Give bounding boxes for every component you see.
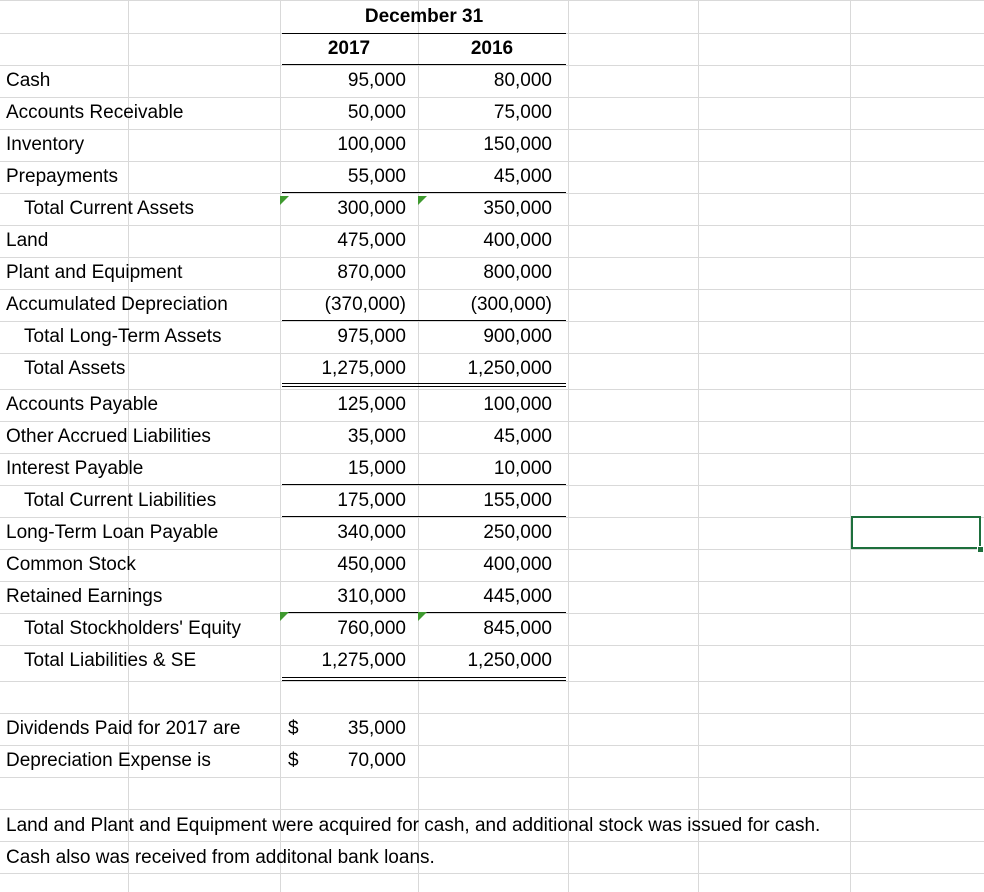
row-value-2016[interactable]: 155,000 xyxy=(483,490,552,511)
error-indicator-icon[interactable] xyxy=(418,612,427,621)
row-value-2016[interactable]: 80,000 xyxy=(493,70,552,91)
row-label[interactable]: Total Liabilities & SE xyxy=(24,650,197,671)
row-label[interactable]: Inventory xyxy=(6,134,85,155)
active-cell-selection[interactable] xyxy=(851,516,981,549)
row-label[interactable]: Other Accrued Liabilities xyxy=(6,426,211,447)
row-label[interactable]: Accumulated Depreciation xyxy=(6,294,228,315)
row-value-2017[interactable]: 450,000 xyxy=(337,554,406,575)
row-value-2017[interactable]: 1,275,000 xyxy=(321,358,406,379)
depreciation-currency: $ xyxy=(288,750,299,771)
row-label[interactable]: Total Current Assets xyxy=(24,198,195,219)
row-value-2017[interactable]: 15,000 xyxy=(347,458,406,479)
row-label[interactable]: Total Long-Term Assets xyxy=(24,326,222,347)
row-value-2016[interactable]: 150,000 xyxy=(483,134,552,155)
row-label[interactable]: Common Stock xyxy=(6,554,136,575)
row-value-2017[interactable]: 125,000 xyxy=(337,394,406,415)
row-value-2016[interactable]: 10,000 xyxy=(493,458,552,479)
row-label[interactable]: Land xyxy=(6,230,49,251)
row-value-2016[interactable]: 45,000 xyxy=(493,166,552,187)
row-value-2017[interactable]: 340,000 xyxy=(337,522,406,543)
dividends-value[interactable]: 35,000 xyxy=(347,718,406,739)
row-value-2016[interactable]: (300,000) xyxy=(470,294,552,315)
row-value-2016[interactable]: 400,000 xyxy=(483,554,552,575)
error-indicator-icon[interactable] xyxy=(280,196,289,205)
row-value-2016[interactable]: 45,000 xyxy=(493,426,552,447)
row-value-2016[interactable]: 900,000 xyxy=(483,326,552,347)
header-year-2017[interactable]: 2017 xyxy=(327,38,371,59)
row-value-2016[interactable]: 250,000 xyxy=(483,522,552,543)
fill-handle[interactable] xyxy=(977,546,984,553)
header-year-2016[interactable]: 2016 xyxy=(470,38,514,59)
row-value-2016[interactable]: 400,000 xyxy=(483,230,552,251)
depreciation-value[interactable]: 70,000 xyxy=(347,750,406,771)
row-value-2017[interactable]: 300,000 xyxy=(337,198,406,219)
row-value-2017[interactable]: 760,000 xyxy=(337,618,406,639)
error-indicator-icon[interactable] xyxy=(280,612,289,621)
note-line-1[interactable]: Land and Plant and Equipment were acquired for cash, and additional stock was issued for cash. xyxy=(6,815,821,836)
note-line-2[interactable]: Cash also was received from additonal bank loans. xyxy=(6,847,435,868)
row-label[interactable]: Accounts Payable xyxy=(6,394,159,415)
row-value-2017[interactable]: 55,000 xyxy=(347,166,406,187)
row-value-2017[interactable]: 35,000 xyxy=(347,426,406,447)
row-value-2017[interactable]: 475,000 xyxy=(337,230,406,251)
error-indicator-icon[interactable] xyxy=(418,196,427,205)
row-label[interactable]: Retained Earnings xyxy=(6,586,163,607)
row-value-2017[interactable]: 870,000 xyxy=(337,262,406,283)
dividends-currency: $ xyxy=(288,718,299,739)
row-value-2016[interactable]: 75,000 xyxy=(493,102,552,123)
row-value-2016[interactable]: 1,250,000 xyxy=(467,650,552,671)
row-label[interactable]: Prepayments xyxy=(6,166,118,187)
row-value-2016[interactable]: 350,000 xyxy=(483,198,552,219)
row-value-2017[interactable]: 50,000 xyxy=(347,102,406,123)
row-value-2016[interactable]: 800,000 xyxy=(483,262,552,283)
row-value-2016[interactable]: 1,250,000 xyxy=(467,358,552,379)
row-value-2017[interactable]: 1,275,000 xyxy=(321,650,406,671)
row-label[interactable]: Total Current Liabilities xyxy=(24,490,217,511)
row-value-2016[interactable]: 445,000 xyxy=(483,586,552,607)
header-date-label[interactable]: December 31 xyxy=(364,6,484,27)
row-value-2017[interactable]: 975,000 xyxy=(337,326,406,347)
row-label[interactable]: Long-Term Loan Payable xyxy=(6,522,219,543)
row-label[interactable]: Interest Payable xyxy=(6,458,144,479)
dividends-label[interactable]: Dividends Paid for 2017 are xyxy=(6,718,241,739)
row-value-2016[interactable]: 845,000 xyxy=(483,618,552,639)
row-label[interactable]: Total Stockholders' Equity xyxy=(24,618,241,639)
row-label[interactable]: Accounts Receivable xyxy=(6,102,184,123)
depreciation-label[interactable]: Depreciation Expense is xyxy=(6,750,211,771)
row-value-2017[interactable]: 310,000 xyxy=(337,586,406,607)
row-value-2017[interactable]: 175,000 xyxy=(337,490,406,511)
row-value-2017[interactable]: 95,000 xyxy=(347,70,406,91)
row-label[interactable]: Cash xyxy=(6,70,51,91)
row-value-2016[interactable]: 100,000 xyxy=(483,394,552,415)
row-label[interactable]: Total Assets xyxy=(24,358,126,379)
row-value-2017[interactable]: 100,000 xyxy=(337,134,406,155)
row-value-2017[interactable]: (370,000) xyxy=(324,294,406,315)
row-label[interactable]: Plant and Equipment xyxy=(6,262,183,283)
